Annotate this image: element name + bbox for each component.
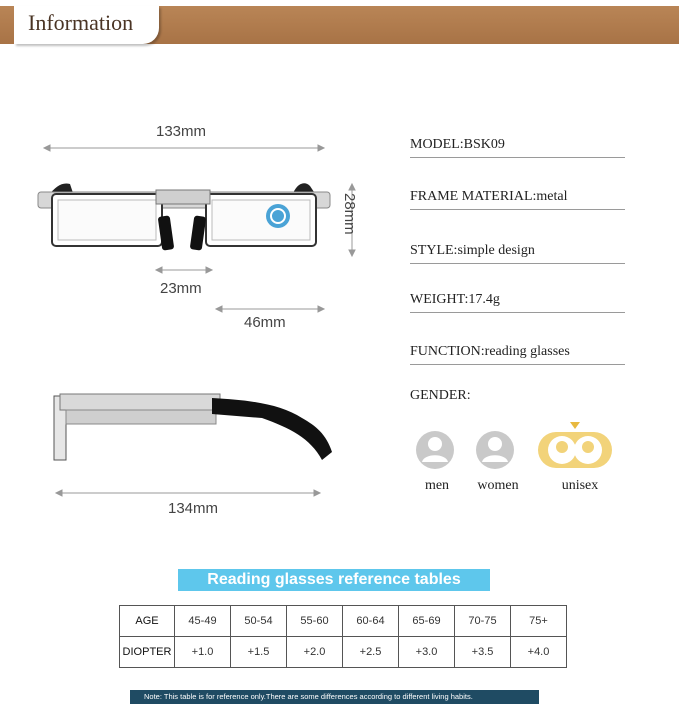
spec-model: MODEL:BSK09 [410,137,625,158]
note-text: This table is for reference only.There are some differences according to different living habits. [163,692,473,701]
diopter-cell: +3.5 [455,637,511,668]
spec-weight: WEIGHT:17.4g [410,292,625,313]
diopter-cell: +3.0 [399,637,455,668]
unisex-icon [538,422,612,468]
age-cell: 65-69 [399,606,455,637]
dimension-total-width: 133mm [156,123,207,140]
age-cell: 75+ [511,606,567,637]
age-label: AGE [120,606,175,637]
reference-note [130,690,539,704]
spec-function: FUNCTION:reading glasses [410,344,625,365]
page-title: Information [28,10,134,35]
dimension-temple-length: 134mm [168,500,219,517]
gender-men-label: men [424,478,450,493]
age-cell: 45-49 [175,606,231,637]
age-cell: 70-75 [455,606,511,637]
reference-title: Reading glasses reference tables [178,569,490,591]
spec-frame-material: FRAME MATERIAL:metal [410,189,625,210]
men-icon [416,431,454,469]
diopter-label: DIOPTER [120,637,175,668]
women-icon [476,431,514,469]
gender-icons [410,420,620,476]
diopter-cell: +2.5 [343,637,399,668]
diopter-cell: +4.0 [511,637,567,668]
diopter-cell: +2.0 [287,637,343,668]
spec-gender: GENDER: [410,388,471,403]
dimension-lens-width: 46mm [244,314,286,331]
table-row-diopter [120,637,567,668]
table-row-age [120,606,567,637]
age-cell: 50-54 [231,606,287,637]
gender-women-label: women [477,478,519,493]
gender-unisex-label: unisex [561,478,599,493]
diopter-cell: +1.0 [175,637,231,668]
reference-table [119,605,567,668]
note-label: Note: [144,692,162,701]
spec-style: STYLE:simple design [410,243,625,264]
age-cell: 55-60 [287,606,343,637]
age-cell: 60-64 [343,606,399,637]
diopter-cell: +1.5 [231,637,287,668]
dimension-lens-height: 28mm [341,193,358,235]
dimension-bridge: 23mm [160,280,202,297]
